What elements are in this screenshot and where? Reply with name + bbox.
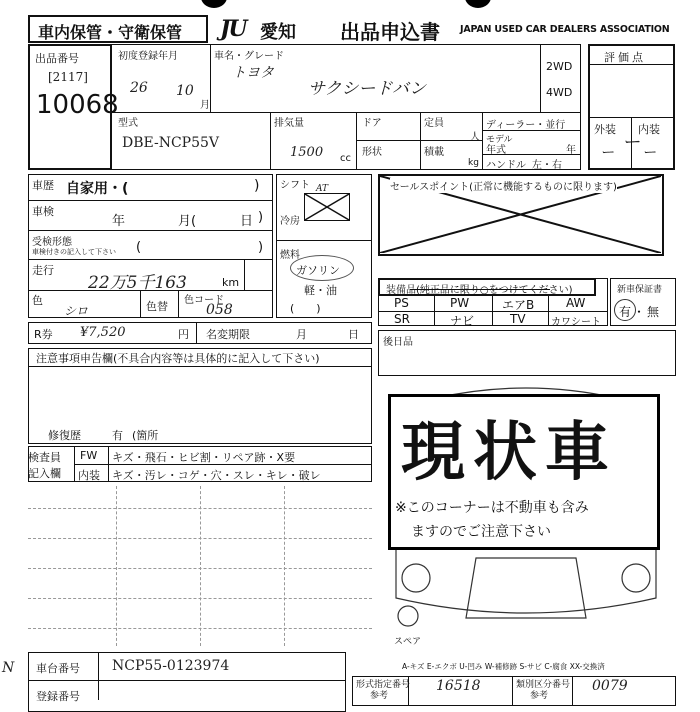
notes-label: 注意事項申告欄(不具合内容等は具体的に記入して下さい) [36, 352, 320, 365]
inspector-label1: 検査員 [28, 451, 61, 464]
rating-value: ー [622, 132, 640, 153]
rename-label: 名変期限 [206, 328, 250, 341]
equipment-label-box [378, 278, 596, 296]
dealer-label: ディーラー・並行 [486, 120, 566, 131]
color-label: 色 [32, 294, 43, 307]
exterior-label: 外装 [594, 123, 616, 136]
color-code-value: 058 [206, 302, 233, 318]
fuel-label: 燃料 [280, 250, 300, 261]
condition-note1: ※このコーナーは不動車も含み [395, 500, 589, 516]
inspector-label2: 記入欄 [28, 467, 61, 480]
condition-stamp-box [388, 394, 660, 550]
chassis-value: NCP55-0123974 [112, 658, 230, 674]
equipment-navi: ナビ [450, 314, 475, 328]
warranty-label: 新車保証書 [617, 285, 663, 295]
recycle-unit: 円 [178, 328, 189, 341]
form-title: 出品申込書 [340, 20, 440, 44]
equipment-tv: TV [510, 312, 526, 326]
lot-sub-number: [2117] [48, 70, 88, 84]
rename-day: 日 [348, 328, 359, 341]
vehicle-type-value: 自家用・( [66, 181, 129, 197]
recycle-label: R券 [34, 328, 53, 341]
inspection-day: 日 [240, 214, 254, 229]
displacement-value: 1500 [290, 145, 324, 160]
interior-value: ー [642, 145, 656, 161]
repair-label: 修復歴 [48, 429, 81, 442]
inspection-month: 月( [178, 214, 197, 229]
hole-left [201, 0, 227, 8]
car-name-label: 車名・グレード [214, 51, 284, 62]
capacity-unit: 人 [470, 132, 480, 143]
ju-logo: JU [220, 16, 246, 42]
inspection-year: 年 [112, 214, 126, 229]
side-mark: N [2, 660, 15, 676]
shape-label: 形状 [362, 147, 382, 158]
ac-label: 冷房 [280, 216, 300, 227]
receive-open: ( [136, 240, 142, 255]
car-maker: トヨタ [232, 65, 274, 81]
cert-class-label: 類別区分番号 [516, 680, 571, 690]
capacity-label: 定員 [424, 118, 444, 129]
equipment-pw: PW [450, 296, 470, 310]
receive-label: 受検形態 [32, 237, 72, 248]
type-label: 型式 [118, 118, 138, 129]
load-label: 積載 [424, 147, 444, 158]
damage-legend: A-キズ E-エクボ U-凹み W-補修跡 S-サビ C-腐食 XX-交換済 [402, 662, 605, 671]
model-year-unit: 年 [566, 145, 576, 156]
reg-label: 登録番号 [36, 690, 80, 703]
condition-stamp: 現状車 [401, 416, 617, 490]
equipment-strike [410, 289, 550, 290]
fw-label: FW [80, 449, 98, 462]
registration-month-unit: 月 [200, 100, 210, 111]
warranty-circle [614, 299, 636, 321]
storage-label-box [28, 15, 208, 43]
repair-value: 有 [112, 429, 123, 442]
cert-type-sub: 参考 [370, 691, 389, 701]
displacement-label: 排気量 [274, 118, 304, 129]
cert-type-label: 形式指定番号 [356, 680, 411, 690]
cert-class-value: 0079 [592, 678, 628, 694]
mileage-unit: km [222, 276, 240, 289]
shift-at: AT [316, 184, 329, 194]
fuel-gas: ガソリン [296, 264, 340, 277]
inspector-interior-label: 内装 [78, 469, 100, 482]
type-value: DBE-NCP55V [122, 135, 220, 151]
equipment-ps: PS [394, 296, 409, 310]
lot-label: 出品番号 [35, 52, 79, 65]
cross-mark-icon [305, 194, 349, 220]
registration-year: 26 [130, 80, 148, 96]
lot-box [28, 44, 119, 170]
lot-number: 10068 [36, 90, 119, 120]
english-title: JAPAN USED CAR DEALERS ASSOCIATION [460, 24, 670, 35]
recycle-value: ¥7,520 [80, 325, 126, 340]
after-day-label: 後日品 [383, 337, 413, 348]
vehicle-type-label: 車歴 [32, 179, 54, 192]
interior-label: 内装 [638, 123, 660, 136]
fuel-light: 軽・油 [304, 284, 337, 297]
warranty-box [610, 278, 676, 326]
cert-class-sub: 参考 [530, 691, 549, 701]
handle-options: 左・右 [532, 160, 562, 171]
equipment-label: 装備品(純正品に限り○をつけてください) [386, 285, 573, 296]
repair-paren: (箇所 [132, 429, 159, 442]
org-name: 愛知 [260, 22, 296, 43]
model-year-label1: モデル [486, 135, 513, 145]
sales-point-label: セールスポイント(正常に機能するものに限ります) [390, 178, 617, 193]
model-year-label2: 年式 [486, 145, 506, 156]
door-label: ドア [362, 118, 382, 129]
receive-sub: 車検付きの記入して下さい [32, 248, 116, 256]
registration-label: 初度登録年月 [118, 51, 178, 62]
condition-note2: ますのでご注意下さい [411, 524, 551, 540]
inspection-close: ) [258, 210, 264, 225]
equipment-leather: カワシート [551, 317, 601, 328]
displacement-unit: cc [340, 153, 351, 164]
rename-month: 月 [296, 328, 307, 341]
rating-label: 評価点 [604, 51, 646, 64]
spare-label: スペア [394, 637, 422, 647]
shift-label: シフト [280, 180, 310, 191]
mileage-label: 走行 [32, 264, 54, 277]
equipment-sr: SR [394, 312, 410, 326]
fuel-gas-circle [290, 255, 354, 281]
vehicle-type-close: ) [254, 178, 260, 194]
sales-point-box [378, 174, 664, 256]
car-model: サクシードバン [308, 79, 426, 99]
equipment-airbag: エアB [502, 298, 535, 312]
after-day-box [378, 330, 676, 376]
load-unit: kg [468, 158, 479, 168]
color-alt-label: 色替 [146, 300, 168, 313]
drive-4wd: 4WD [546, 86, 573, 99]
storage-label: 車内保管・守衛保管 [38, 23, 183, 42]
inspection-label: 車検 [32, 205, 54, 218]
hole-right [465, 0, 491, 8]
mileage-value: 22万5千163 [88, 273, 187, 293]
registration-month: 10 [176, 83, 194, 99]
cert-type-value: 16518 [436, 678, 481, 694]
handle-label: ハンドル [486, 160, 526, 171]
equipment-aw: AW [566, 296, 586, 310]
fw-items: キズ・飛石・ヒビ割・リペア跡・X要 [112, 451, 296, 464]
exterior-value: ー [600, 145, 614, 161]
dashed-grid [28, 486, 372, 646]
warranty-options: 有・無 [619, 305, 662, 319]
shift-cross-box [304, 193, 350, 221]
inspector-interior-items: キズ・汚レ・コゲ・穴・スレ・キレ・破レ [112, 469, 321, 482]
color-value: シロ [64, 304, 89, 318]
chassis-label: 車台番号 [36, 662, 80, 675]
fuel-paren: ( ) [290, 302, 321, 315]
drive-2wd: 2WD [546, 60, 573, 73]
color-code-label: 色コード [184, 295, 224, 306]
receive-close: ) [258, 240, 264, 255]
